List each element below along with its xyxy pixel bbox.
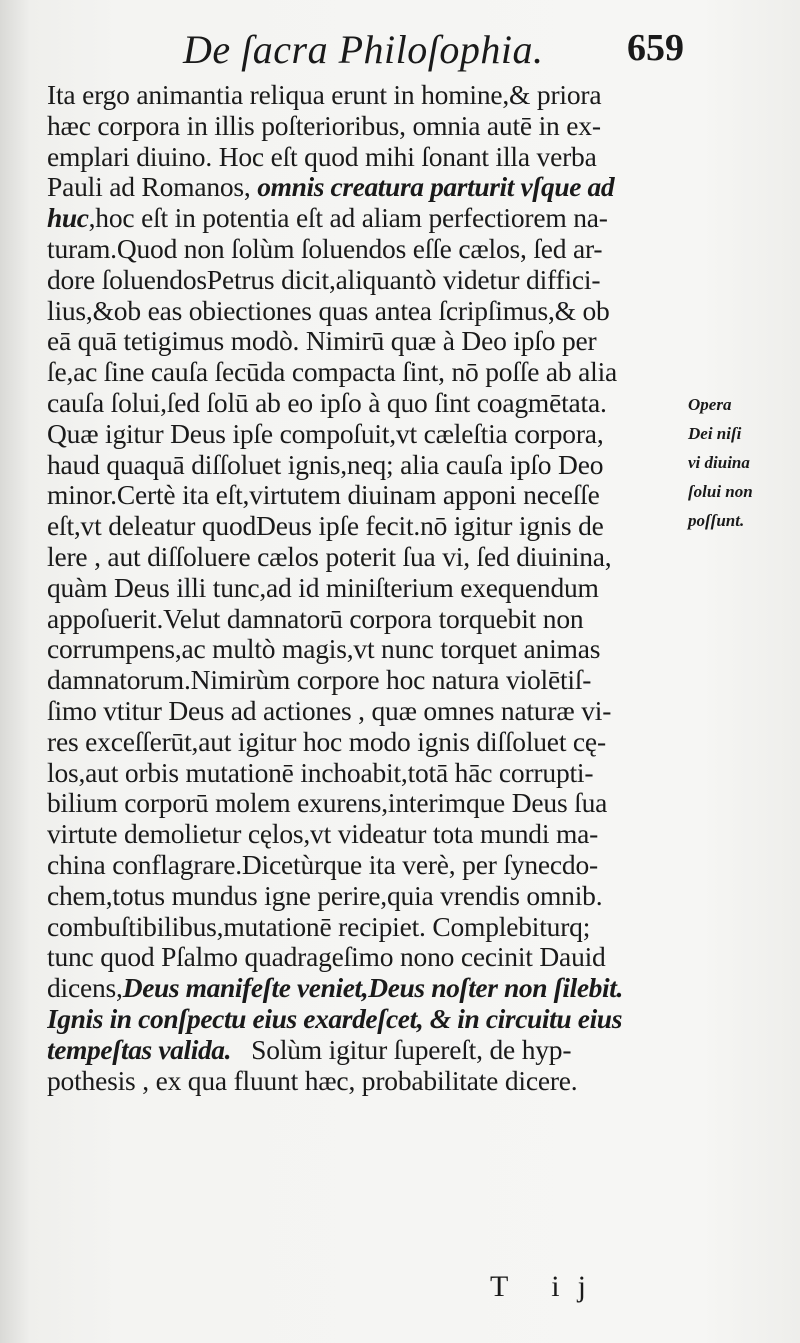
marginal-line: ſolui non xyxy=(688,482,753,501)
text-line: appoſuerit.Velut damnatorū corpora torquebit non xyxy=(47,603,584,634)
text-line: eā quā tetigimus modò. Nimirū quæ à Deo ipſo per xyxy=(47,326,597,357)
text-line: minor.Certè ita eſt,virtutem diuinam apponi neceſſe xyxy=(47,480,600,511)
running-title: De ſacra Philoſophia. xyxy=(183,27,544,72)
marginal-note xyxy=(688,390,798,550)
text-line: turam.Quod non ſolùm ſoluendos eſſe cælos, ſed ar- xyxy=(47,233,603,264)
italic-quote: tempeſtas valida. xyxy=(47,1034,232,1065)
text-line: quàm Deus illi tunc,ad id miniſterium exequendum xyxy=(47,572,599,603)
marginal-line: vi diuina xyxy=(688,453,750,472)
text-line: cauſa ſolui,ſed ſolū ab eo ipſo à quo ſint coagmētata. xyxy=(47,387,607,418)
text-line: pothesis , ex qua fluunt hæc, probabilitate dicere. xyxy=(47,1065,578,1096)
body-text xyxy=(47,80,687,1280)
text-line: Quæ igitur Deus ipſe compoſuit,vt cæleſtia corpora, xyxy=(47,418,604,449)
text-line: lere , aut diſſoluere cælos poterit ſua vi, ſed diuinina, xyxy=(47,541,612,572)
text-line: hæc corpora in illis poſterioribus, omnia autē in ex- xyxy=(47,110,601,141)
page-number: 659 xyxy=(627,27,684,69)
text-line xyxy=(47,203,687,234)
signature-mark: T ij xyxy=(490,1270,604,1303)
text-line: damnatorum.Nimirùm corpore hoc natura violētiſ- xyxy=(47,665,592,696)
text-line: bilium corporū molem exurens,interimque Deus ſua xyxy=(47,788,608,819)
text-line: corrumpens,ac multò magis,vt nunc torquet animas xyxy=(47,634,601,665)
text-line: virtute demolietur cęlos,vt videatur tota mundi ma- xyxy=(47,819,599,850)
text-line: los,aut orbis mutationē inchoabit,totā hāc corrupti- xyxy=(47,757,594,788)
italic-quote: omnis creatura parturit vſque ad xyxy=(257,172,615,203)
text-line: res exceſſerūt,aut igitur hoc modo ignis diſſoluet cę- xyxy=(47,726,606,757)
marginal-line: poſſunt. xyxy=(688,511,745,530)
text-line: ſe,ac ſine cauſa ſecūda compacta ſint, nō poſſe ab alia xyxy=(47,357,618,388)
italic-quote: huc xyxy=(47,203,89,234)
text-line xyxy=(47,1035,687,1066)
italic-quote: Deus manifeſte veniet,Deus noſter non ſilebit. xyxy=(122,973,623,1004)
text-segment: Pauli ad Romanos, xyxy=(47,172,251,203)
text-line: haud quaquā diſſoluet ignis,neq; alia cauſa ipſo Deo xyxy=(47,449,604,480)
text-line: Ita ergo animantia reliqua erunt in homine,& priora xyxy=(47,80,602,110)
text-line: eſt,vt deleatur quodDeus ipſe fecit.nō igitur ignis de xyxy=(47,511,604,542)
marginal-line: Dei niſi xyxy=(688,424,742,443)
text-segment: ,hoc eſt in potentia eſt ad aliam perfectiorem na- xyxy=(88,203,608,234)
text-line: china conflagrare.Dicetùrque ita verè, per ſynecdo- xyxy=(47,849,598,880)
text-line xyxy=(47,973,687,1004)
text-line: lius,&ob eas obiectiones quas antea ſcripſimus,& ob xyxy=(47,295,610,326)
text-line: ſimo vtitur Deus ad actiones , quæ omnes naturæ vi- xyxy=(47,695,612,726)
text-line: chem,totus mundus igne perire,quia vrendis omnib. xyxy=(47,880,603,911)
marginal-line: Opera xyxy=(688,395,732,414)
text-segment: dicens, xyxy=(47,973,123,1004)
text-line-italic: Ignis in conſpectu eius exardeſcet, & in circuitu eius xyxy=(47,1003,623,1034)
text-line: tunc quod Pſalmo quadrageſimo nono cecinit Dauid xyxy=(47,942,606,973)
text-line: emplari diuino. Hoc eſt quod mihi ſonant illa verba xyxy=(47,141,597,172)
text-segment: Solùm igitur ſupereſt, de hyp- xyxy=(251,1034,572,1065)
text-line: combuſtibilibus,mutationē recipiet. Complebiturq; xyxy=(47,911,591,942)
text-line xyxy=(47,172,687,203)
text-line: dore ſoluendosPetrus dicit,aliquantò videtur diffici- xyxy=(47,264,601,295)
